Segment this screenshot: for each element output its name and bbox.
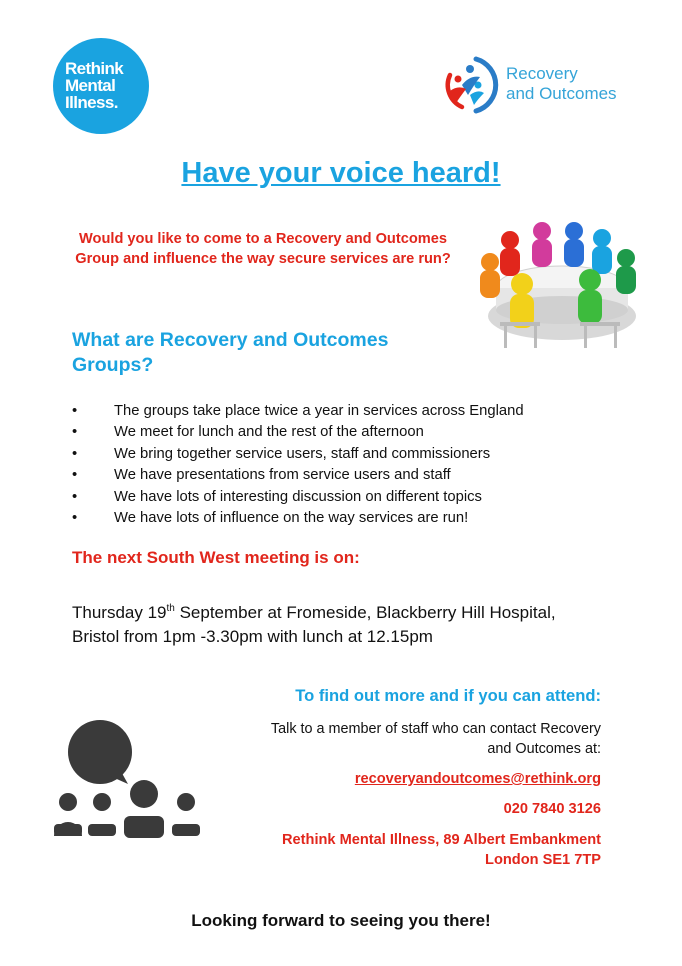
list-item-text: We have lots of influence on the way services are run! xyxy=(114,510,469,527)
bullet-icon: • xyxy=(72,403,78,419)
contact-instructions-line: and Outcomes at: xyxy=(487,741,601,757)
meeting-time: Bristol from 1pm -3.30pm with lunch at 12.15pm xyxy=(72,627,433,646)
page-title: Have your voice heard! xyxy=(181,157,501,189)
contact-address xyxy=(200,830,601,870)
bullet-icon: • xyxy=(72,510,78,527)
list-item xyxy=(72,422,632,443)
round-table-meeting-icon xyxy=(470,218,650,358)
list-item-text: We have presentations from service users and staff xyxy=(114,467,451,484)
contact-email-link[interactable]: recoveryandoutcomes@rethink.org xyxy=(354,771,601,787)
bullet-icon: • xyxy=(72,488,78,505)
group-discussion-icon xyxy=(52,718,204,842)
info-list xyxy=(72,401,632,529)
list-item xyxy=(72,508,632,529)
rethink-logo xyxy=(53,38,149,134)
contact-instructions-line: Talk to a member of staff who can contact Recovery xyxy=(270,721,601,737)
meeting-day: Thursday 19 xyxy=(72,603,167,622)
recovery-outcomes-logo-text xyxy=(506,64,617,104)
list-item xyxy=(72,401,632,422)
bullet-icon: • xyxy=(72,424,78,441)
meeting-details xyxy=(72,597,632,649)
recovery-logo-line: and Outcomes xyxy=(506,84,617,103)
list-item xyxy=(72,465,632,486)
contact-phone: 020 7840 3126 xyxy=(503,801,601,817)
rethink-logo-line: Rethink xyxy=(65,59,124,78)
recovery-outcomes-logo-icon xyxy=(440,55,502,115)
list-item xyxy=(72,444,632,465)
recovery-logo-line: Recovery xyxy=(506,64,578,83)
contact-heading: To find out more and if you can attend: xyxy=(295,686,601,705)
list-item-text: We meet for lunch and the rest of the afternoon xyxy=(114,424,424,441)
list-item-text: We have lots of interesting discussion on different topics xyxy=(114,488,482,505)
bullet-icon: • xyxy=(72,445,78,462)
rethink-logo-line: Illness. xyxy=(65,93,118,112)
meeting-location: September at Fromeside, Blackberry Hill Hospital, xyxy=(174,603,556,622)
next-meeting-heading: The next South West meeting is on: xyxy=(72,548,360,567)
address-line: London SE1 7TP xyxy=(485,852,601,868)
list-item-text: We bring together service users, staff and commissioners xyxy=(114,445,491,462)
intro-question: Would you like to come to a Recovery and Outcomes Group and influence the way secure services are run? xyxy=(75,231,451,267)
closing-message: Looking forward to seeing you there! xyxy=(191,911,491,930)
recovery-outcomes-logo xyxy=(440,55,670,115)
list-item-text: The groups take place twice a year in services across England xyxy=(114,403,524,419)
contact-instructions xyxy=(200,719,601,759)
meeting-day-suffix: th xyxy=(166,603,175,614)
address-line: Rethink Mental Illness, 89 Albert Embankment xyxy=(282,832,601,848)
list-item xyxy=(72,487,632,508)
section-heading: What are Recovery and Outcomes Groups? xyxy=(72,329,389,376)
rethink-logo-line: Mental xyxy=(65,76,116,95)
bullet-icon: • xyxy=(72,467,78,484)
